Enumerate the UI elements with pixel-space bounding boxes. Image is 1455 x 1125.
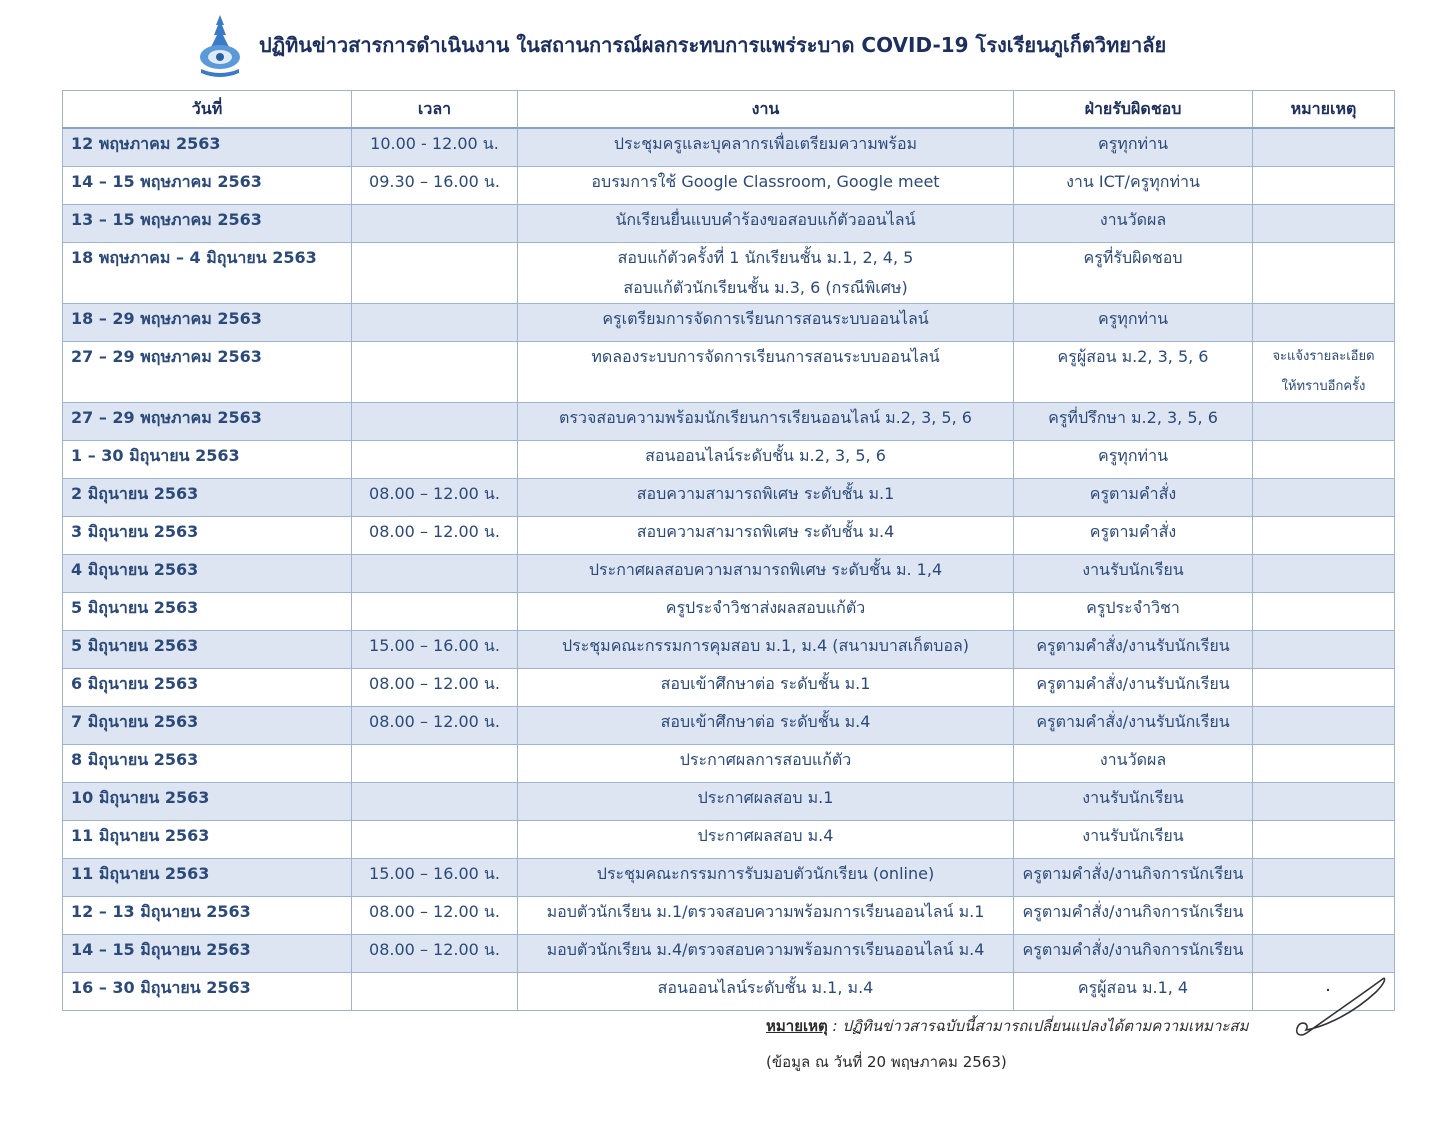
column-header-date: วันที่ — [63, 91, 352, 129]
row-time-text: 08.00 – 12.00 น. — [369, 674, 500, 693]
row-task — [518, 304, 1014, 342]
row-responsible — [1014, 707, 1253, 745]
row-remark — [1253, 555, 1395, 593]
row-remark — [1253, 707, 1395, 745]
row-task-text: ครูประจำวิชาส่งผลสอบแก้ตัว — [665, 598, 866, 617]
row-remark — [1253, 669, 1395, 707]
row-date — [63, 935, 352, 973]
row-date-text: 11 มิถุนายน 2563 — [71, 864, 210, 883]
row-time — [352, 669, 518, 707]
row-date-text: 1 – 30 มิถุนายน 2563 — [71, 446, 240, 465]
row-time — [352, 441, 518, 479]
row-task-text: ประชุมคณะกรรมการคุมสอบ ม.1, ม.4 (สนามบาสเก็ตบอล) — [561, 636, 970, 655]
row-time — [352, 821, 518, 859]
row-time — [352, 517, 518, 555]
schedule-table — [62, 90, 1395, 1011]
row-responsible-text: ครูผู้สอน ม.2, 3, 5, 6 — [1057, 347, 1209, 366]
row-responsible — [1014, 128, 1253, 167]
row-responsible-text: งานรับนักเรียน — [1082, 560, 1184, 579]
row-date-text: 8 มิถุนายน 2563 — [71, 750, 199, 769]
row-task — [518, 669, 1014, 707]
row-responsible-text: งานวัดผล — [1099, 210, 1167, 229]
row-task — [518, 205, 1014, 243]
row-date-text: 7 มิถุนายน 2563 — [71, 712, 199, 731]
row-task-text: สอบแก้ตัวครั้งที่ 1 นักเรียนชั้น ม.1, 2, 4, 5 — [617, 248, 914, 267]
row-remark — [1253, 897, 1395, 935]
row-remark — [1253, 517, 1395, 555]
row-task — [518, 745, 1014, 783]
footnote-text: : ปฏิทินข่าวสารฉบับนี้สามารถเปลี่ยนแปลงได้ตามความเหมาะสม — [827, 1017, 1249, 1035]
page-header — [195, 12, 1245, 78]
row-task — [518, 897, 1014, 935]
row-responsible-text: ครูตามคำสั่ง/งานกิจการนักเรียน — [1022, 864, 1244, 883]
row-date — [63, 441, 352, 479]
row-remark — [1253, 631, 1395, 669]
row-task-text: สอบความสามารถพิเศษ ระดับชั้น ม.1 — [636, 484, 895, 503]
row-date — [63, 631, 352, 669]
row-time — [352, 783, 518, 821]
row-date — [63, 304, 352, 342]
row-responsible-text: ครูทุกท่าน — [1098, 446, 1168, 465]
row-date — [63, 821, 352, 859]
row-task-text: ทดลองระบบการจัดการเรียนการสอนระบบออนไลน์ — [591, 347, 940, 366]
data-as-of: (ข้อมูล ณ วันที่ 20 พฤษภาคม 2563) — [766, 1053, 1007, 1071]
row-responsible — [1014, 342, 1253, 403]
row-time-text: 08.00 – 12.00 น. — [369, 522, 500, 541]
row-task-text: สอบเข้าศึกษาต่อ ระดับชั้น ม.1 — [660, 674, 871, 693]
row-date-text: 5 มิถุนายน 2563 — [71, 636, 199, 655]
school-emblem-icon — [195, 13, 245, 77]
row-task — [518, 167, 1014, 205]
footnote-label: หมายเหตุ — [766, 1017, 828, 1035]
row-time-text: 08.00 – 12.00 น. — [369, 940, 500, 959]
row-time — [352, 403, 518, 441]
row-task-text: สอนออนไลน์ระดับชั้น ม.2, 3, 5, 6 — [645, 446, 886, 465]
table-row — [63, 707, 1395, 745]
row-date-text: 27 – 29 พฤษภาคม 2563 — [71, 347, 262, 366]
row-date — [63, 669, 352, 707]
row-remark-text: จะแจ้งรายละเอียด — [1272, 349, 1375, 364]
row-remark — [1253, 342, 1395, 403]
row-responsible — [1014, 441, 1253, 479]
page-title: ปฏิทินข่าวสารการดำเนินงาน ในสถานการณ์ผลกระทบการแพร่ระบาด COVID-19 โรงเรียนภูเก็ตวิทยาลัย — [259, 33, 1167, 57]
row-responsible — [1014, 205, 1253, 243]
table-row — [63, 745, 1395, 783]
row-responsible — [1014, 593, 1253, 631]
row-task-text: สอบความสามารถพิเศษ ระดับชั้น ม.4 — [636, 522, 895, 541]
row-date-text: 4 มิถุนายน 2563 — [71, 560, 199, 579]
row-date — [63, 973, 352, 1011]
row-time-text: 15.00 – 16.00 น. — [369, 864, 500, 883]
row-time-text: 08.00 – 12.00 น. — [369, 484, 500, 503]
row-date — [63, 517, 352, 555]
table-row — [63, 593, 1395, 631]
row-task-text: ประชุมคณะกรรมการรับมอบตัวนักเรียน (online) — [596, 864, 935, 883]
row-task — [518, 935, 1014, 973]
row-responsible — [1014, 783, 1253, 821]
row-responsible — [1014, 935, 1253, 973]
row-time — [352, 128, 518, 167]
row-time — [352, 897, 518, 935]
row-date-text: 18 – 29 พฤษภาคม 2563 — [71, 309, 262, 328]
row-remark-text-line2: ให้ทราบอีกครั้ง — [1281, 379, 1366, 394]
row-time-text: 15.00 – 16.00 น. — [369, 636, 500, 655]
row-date-text: 14 – 15 พฤษภาคม 2563 — [71, 172, 262, 191]
row-responsible-text: ครูที่รับผิดชอบ — [1083, 248, 1183, 267]
row-date-text: 10 มิถุนายน 2563 — [71, 788, 210, 807]
row-date-text: 16 – 30 มิถุนายน 2563 — [71, 978, 251, 997]
row-task-text: ประกาศผลการสอบแก้ตัว — [679, 750, 852, 769]
row-task — [518, 128, 1014, 167]
table-row — [63, 631, 1395, 669]
row-task — [518, 555, 1014, 593]
row-responsible-text: งานวัดผล — [1099, 750, 1167, 769]
row-task — [518, 403, 1014, 441]
row-responsible-text: ครูตามคำสั่ง — [1089, 522, 1177, 541]
row-date-text: 3 มิถุนายน 2563 — [71, 522, 199, 541]
row-time-text: 10.00 - 12.00 น. — [370, 134, 499, 153]
row-date — [63, 745, 352, 783]
column-header-time: เวลา — [352, 91, 518, 129]
row-responsible-text: ครูทุกท่าน — [1098, 309, 1168, 328]
row-time-text: 08.00 – 12.00 น. — [369, 902, 500, 921]
row-responsible-text: งาน ICT/ครูทุกท่าน — [1066, 172, 1200, 191]
row-date — [63, 205, 352, 243]
row-time — [352, 555, 518, 593]
row-date-text: 14 – 15 มิถุนายน 2563 — [71, 940, 251, 959]
table-row — [63, 243, 1395, 304]
row-task — [518, 707, 1014, 745]
row-date — [63, 243, 352, 304]
table-row — [63, 403, 1395, 441]
row-responsible — [1014, 479, 1253, 517]
row-responsible-text: ครูตามคำสั่ง/งานรับนักเรียน — [1036, 712, 1230, 731]
row-responsible-text: ครูตามคำสั่ง/งานรับนักเรียน — [1036, 636, 1230, 655]
column-header-remark: หมายเหตุ — [1253, 91, 1395, 129]
row-time — [352, 973, 518, 1011]
row-task-text: สอนออนไลน์ระดับชั้น ม.1, ม.4 — [657, 978, 874, 997]
table-row — [63, 859, 1395, 897]
footnote — [766, 1014, 1248, 1038]
row-responsible — [1014, 403, 1253, 441]
row-responsible — [1014, 243, 1253, 304]
row-responsible — [1014, 821, 1253, 859]
row-remark — [1253, 243, 1395, 304]
row-responsible — [1014, 745, 1253, 783]
table-row — [63, 205, 1395, 243]
row-date — [63, 707, 352, 745]
row-task — [518, 517, 1014, 555]
row-remark — [1253, 167, 1395, 205]
row-remark — [1253, 935, 1395, 973]
row-responsible — [1014, 631, 1253, 669]
row-responsible-text: ครูตามคำสั่ง/งานรับนักเรียน — [1036, 674, 1230, 693]
row-date — [63, 167, 352, 205]
row-date-text: 12 – 13 มิถุนายน 2563 — [71, 902, 251, 921]
table-row — [63, 342, 1395, 403]
row-time — [352, 304, 518, 342]
handwritten-signature — [1288, 972, 1388, 1044]
row-remark — [1253, 304, 1395, 342]
row-task-text: ประชุมครูและบุคลากรเพื่อเตรียมความพร้อม — [613, 134, 918, 153]
row-responsible — [1014, 167, 1253, 205]
row-date — [63, 479, 352, 517]
row-responsible — [1014, 669, 1253, 707]
row-remark — [1253, 128, 1395, 167]
row-date-text: 12 พฤษภาคม 2563 — [71, 134, 221, 153]
table-row — [63, 441, 1395, 479]
row-date-text: 18 พฤษภาคม – 4 มิถุนายน 2563 — [71, 248, 317, 267]
row-task-text: ประกาศผลสอบ ม.1 — [697, 788, 834, 807]
row-task-text-line2: สอบแก้ตัวนักเรียนชั้น ม.3, 6 (กรณีพิเศษ) — [623, 278, 908, 297]
row-remark — [1253, 593, 1395, 631]
table-row — [63, 669, 1395, 707]
table-row — [63, 821, 1395, 859]
row-remark — [1253, 403, 1395, 441]
row-task-text: มอบตัวนักเรียน ม.1/ตรวจสอบความพร้อมการเรียนออนไลน์ ม.1 — [546, 902, 985, 921]
row-task — [518, 631, 1014, 669]
table-row — [63, 783, 1395, 821]
row-responsible — [1014, 859, 1253, 897]
row-date — [63, 859, 352, 897]
row-task-text: ประกาศผลสอบความสามารถพิเศษ ระดับชั้น ม. 1,4 — [588, 560, 943, 579]
row-date — [63, 555, 352, 593]
row-task — [518, 859, 1014, 897]
row-responsible — [1014, 897, 1253, 935]
row-remark — [1253, 205, 1395, 243]
table-row — [63, 167, 1395, 205]
table-row — [63, 517, 1395, 555]
row-remark — [1253, 859, 1395, 897]
row-responsible-text: ครูตามคำสั่ง — [1089, 484, 1177, 503]
column-header-responsible: ฝ่ายรับผิดชอบ — [1014, 91, 1253, 129]
row-remark — [1253, 479, 1395, 517]
row-time — [352, 707, 518, 745]
row-time — [352, 205, 518, 243]
row-date — [63, 128, 352, 167]
table-row — [63, 479, 1395, 517]
row-responsible — [1014, 555, 1253, 593]
row-date-text: 2 มิถุนายน 2563 — [71, 484, 199, 503]
row-date-text: 5 มิถุนายน 2563 — [71, 598, 199, 617]
row-time — [352, 859, 518, 897]
row-responsible-text: ครูผู้สอน ม.1, 4 — [1077, 978, 1189, 997]
row-date — [63, 783, 352, 821]
row-date — [63, 403, 352, 441]
row-time — [352, 631, 518, 669]
row-responsible-text: ครูประจำวิชา — [1086, 598, 1180, 617]
row-date-text: 13 – 15 พฤษภาคม 2563 — [71, 210, 262, 229]
row-task — [518, 243, 1014, 304]
row-responsible — [1014, 304, 1253, 342]
row-task-text: นักเรียนยื่นแบบคำร้องขอสอบแก้ตัวออนไลน์ — [615, 210, 916, 229]
row-task — [518, 593, 1014, 631]
row-remark — [1253, 783, 1395, 821]
row-task — [518, 821, 1014, 859]
column-header-task: งาน — [518, 91, 1014, 129]
row-time-text: 09.30 – 16.00 น. — [369, 172, 500, 191]
row-responsible-text: ครูตามคำสั่ง/งานกิจการนักเรียน — [1022, 940, 1244, 959]
row-task-text: ประกาศผลสอบ ม.4 — [697, 826, 834, 845]
row-time — [352, 243, 518, 304]
row-remark — [1253, 745, 1395, 783]
row-remark — [1253, 821, 1395, 859]
row-task — [518, 973, 1014, 1011]
row-date — [63, 342, 352, 403]
row-responsible — [1014, 517, 1253, 555]
row-responsible-text: ครูที่ปรึกษา ม.2, 3, 5, 6 — [1048, 408, 1218, 427]
row-date — [63, 593, 352, 631]
table-header-row — [63, 91, 1395, 129]
table-row — [63, 304, 1395, 342]
row-time — [352, 479, 518, 517]
row-time-text: 08.00 – 12.00 น. — [369, 712, 500, 731]
row-task — [518, 479, 1014, 517]
row-task — [518, 342, 1014, 403]
table-row — [63, 128, 1395, 167]
row-task — [518, 783, 1014, 821]
table-row — [63, 555, 1395, 593]
row-time — [352, 935, 518, 973]
row-time — [352, 593, 518, 631]
table-row — [63, 973, 1395, 1011]
row-date-text: 6 มิถุนายน 2563 — [71, 674, 199, 693]
row-task — [518, 441, 1014, 479]
table-row — [63, 935, 1395, 973]
row-task-text: ครูเตรียมการจัดการเรียนการสอนระบบออนไลน์ — [602, 309, 929, 328]
row-task-text: อบรมการใช้ Google Classroom, Google meet — [591, 172, 940, 191]
row-task-text: ตรวจสอบความพร้อมนักเรียนการเรียนออนไลน์ ม.2, 3, 5, 6 — [559, 408, 972, 427]
row-time — [352, 342, 518, 403]
row-time — [352, 745, 518, 783]
row-responsible-text: ครูตามคำสั่ง/งานกิจการนักเรียน — [1022, 902, 1244, 921]
row-responsible-text: งานรับนักเรียน — [1082, 826, 1184, 845]
row-time — [352, 167, 518, 205]
row-responsible-text: งานรับนักเรียน — [1082, 788, 1184, 807]
row-date-text: 27 – 29 พฤษภาคม 2563 — [71, 408, 262, 427]
row-remark — [1253, 441, 1395, 479]
row-task-text: สอบเข้าศึกษาต่อ ระดับชั้น ม.4 — [660, 712, 871, 731]
table-row — [63, 897, 1395, 935]
row-task-text: มอบตัวนักเรียน ม.4/ตรวจสอบความพร้อมการเรียนออนไลน์ ม.4 — [546, 940, 985, 959]
row-responsible — [1014, 973, 1253, 1011]
row-date — [63, 897, 352, 935]
row-date-text: 11 มิถุนายน 2563 — [71, 826, 210, 845]
row-responsible-text: ครูทุกท่าน — [1098, 134, 1168, 153]
